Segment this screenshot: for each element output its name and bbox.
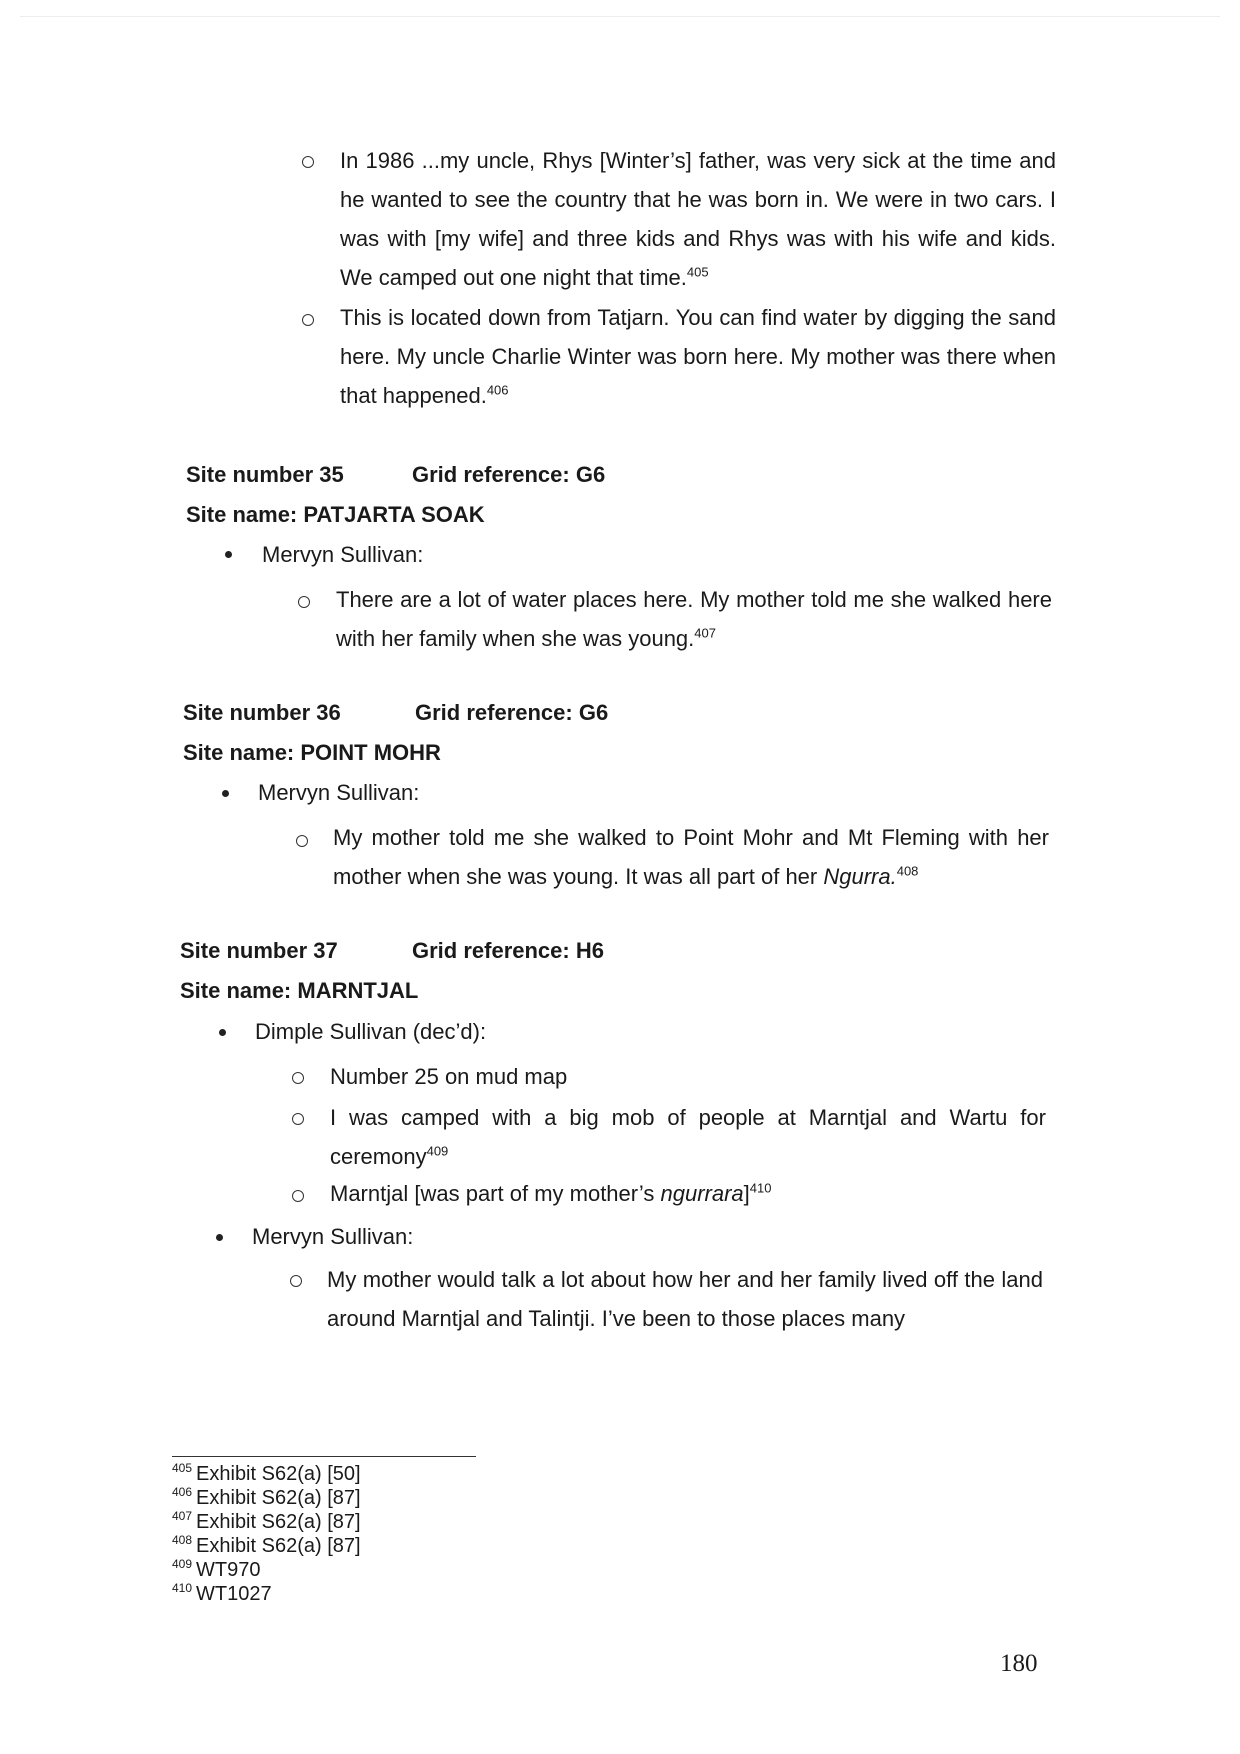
footnote-ref: 407 — [694, 625, 716, 641]
hollow-bullet-icon — [298, 596, 310, 608]
hollow-bullet-icon — [292, 1072, 304, 1084]
footnote-ref: 409 — [426, 1143, 449, 1159]
footnote: $^{408}$ Exhibit S62(a) [87] — [172, 1533, 361, 1557]
site-number: Site number 36 — [183, 700, 341, 725]
hollow-bullet-icon — [296, 835, 308, 847]
footnote-separator — [172, 1456, 476, 1457]
site35-item-1: There are a lot of water places here. My mother told me she walked here with her family when she was young.$^{407}$ — [336, 587, 1052, 651]
intro-item-1: In 1986 ...my uncle, Rhys [Winter’s] father, was very sick at the time and he wanted to see the country that he was born in. We were in two cars. I was with [my wife] and three kids and Rhys was with his wife and kids. We camped out one night that time.$^{405}$ — [340, 148, 1056, 290]
footnote: $^{405}$ Exhibit S62(a) [50] — [172, 1461, 361, 1485]
site-name: Site name: MARNTJAL — [180, 978, 419, 1003]
footnote: $^{410}$ WT1027 — [172, 1581, 272, 1605]
footnote-ref: 408 — [896, 863, 919, 879]
speaker-name: Dimple Sullivan (dec’d): — [255, 1019, 487, 1044]
solid-bullet-icon — [222, 790, 229, 797]
footnote: $^{407}$ Exhibit S62(a) [87] — [172, 1509, 361, 1533]
footnote-ref: 405 — [686, 264, 709, 280]
site36-item-1: My mother told me she walked to Point Mohr and Mt Fleming with her mother when she was young. It was all part of her Ngurra.$^{408}$ — [333, 825, 1049, 889]
solid-bullet-icon — [225, 551, 232, 558]
page-number: 180 — [1000, 1650, 1038, 1677]
hollow-bullet-icon — [302, 314, 314, 326]
hollow-bullet-icon — [292, 1190, 304, 1202]
solid-bullet-icon — [219, 1029, 226, 1036]
footnote: $^{409}$ WT970 — [172, 1557, 261, 1581]
hollow-bullet-icon — [290, 1275, 302, 1287]
site-number: Site number 37 — [180, 938, 338, 963]
hollow-bullet-icon — [292, 1113, 304, 1125]
speaker-name: Mervyn Sullivan: — [258, 780, 420, 805]
solid-bullet-icon — [216, 1234, 223, 1241]
grid-reference: Grid reference: G6 — [415, 700, 609, 725]
site37-item-1: Number 25 on mud map — [330, 1064, 568, 1089]
speaker-name: Mervyn Sullivan: — [252, 1224, 414, 1249]
site-number: Site number 35 — [186, 462, 344, 487]
site-name: Site name: PATJARTA SOAK — [186, 502, 485, 527]
page-edge-line — [20, 16, 1220, 17]
speaker-name: Mervyn Sullivan: — [262, 542, 424, 567]
footnote: $^{406}$ Exhibit S62(a) [87] — [172, 1485, 361, 1509]
site37-item-4: My mother would talk a lot about how her and her family lived off the land around Marntjal and Talintji. I’ve been to those places many — [327, 1267, 1043, 1331]
site37-item-3: Marntjal [was part of my mother’s ngurrara]$^{410}$ — [330, 1180, 772, 1206]
footnote-ref: 410 — [749, 1180, 772, 1196]
footnote-ref: 406 — [486, 382, 509, 398]
grid-reference: Grid reference: G6 — [412, 462, 606, 487]
hollow-bullet-icon — [302, 156, 314, 168]
intro-item-2: This is located down from Tatjarn. You can find water by digging the sand here. My uncle Charlie Winter was born here. My mother was there when that happened.$^{406}$ — [340, 305, 1056, 408]
site-name: Site name: POINT MOHR — [183, 740, 441, 765]
site37-item-2: I was camped with a big mob of people at Marntjal and Wartu for ceremony$^{409}$ — [330, 1105, 1046, 1169]
grid-reference: Grid reference: H6 — [412, 938, 604, 963]
